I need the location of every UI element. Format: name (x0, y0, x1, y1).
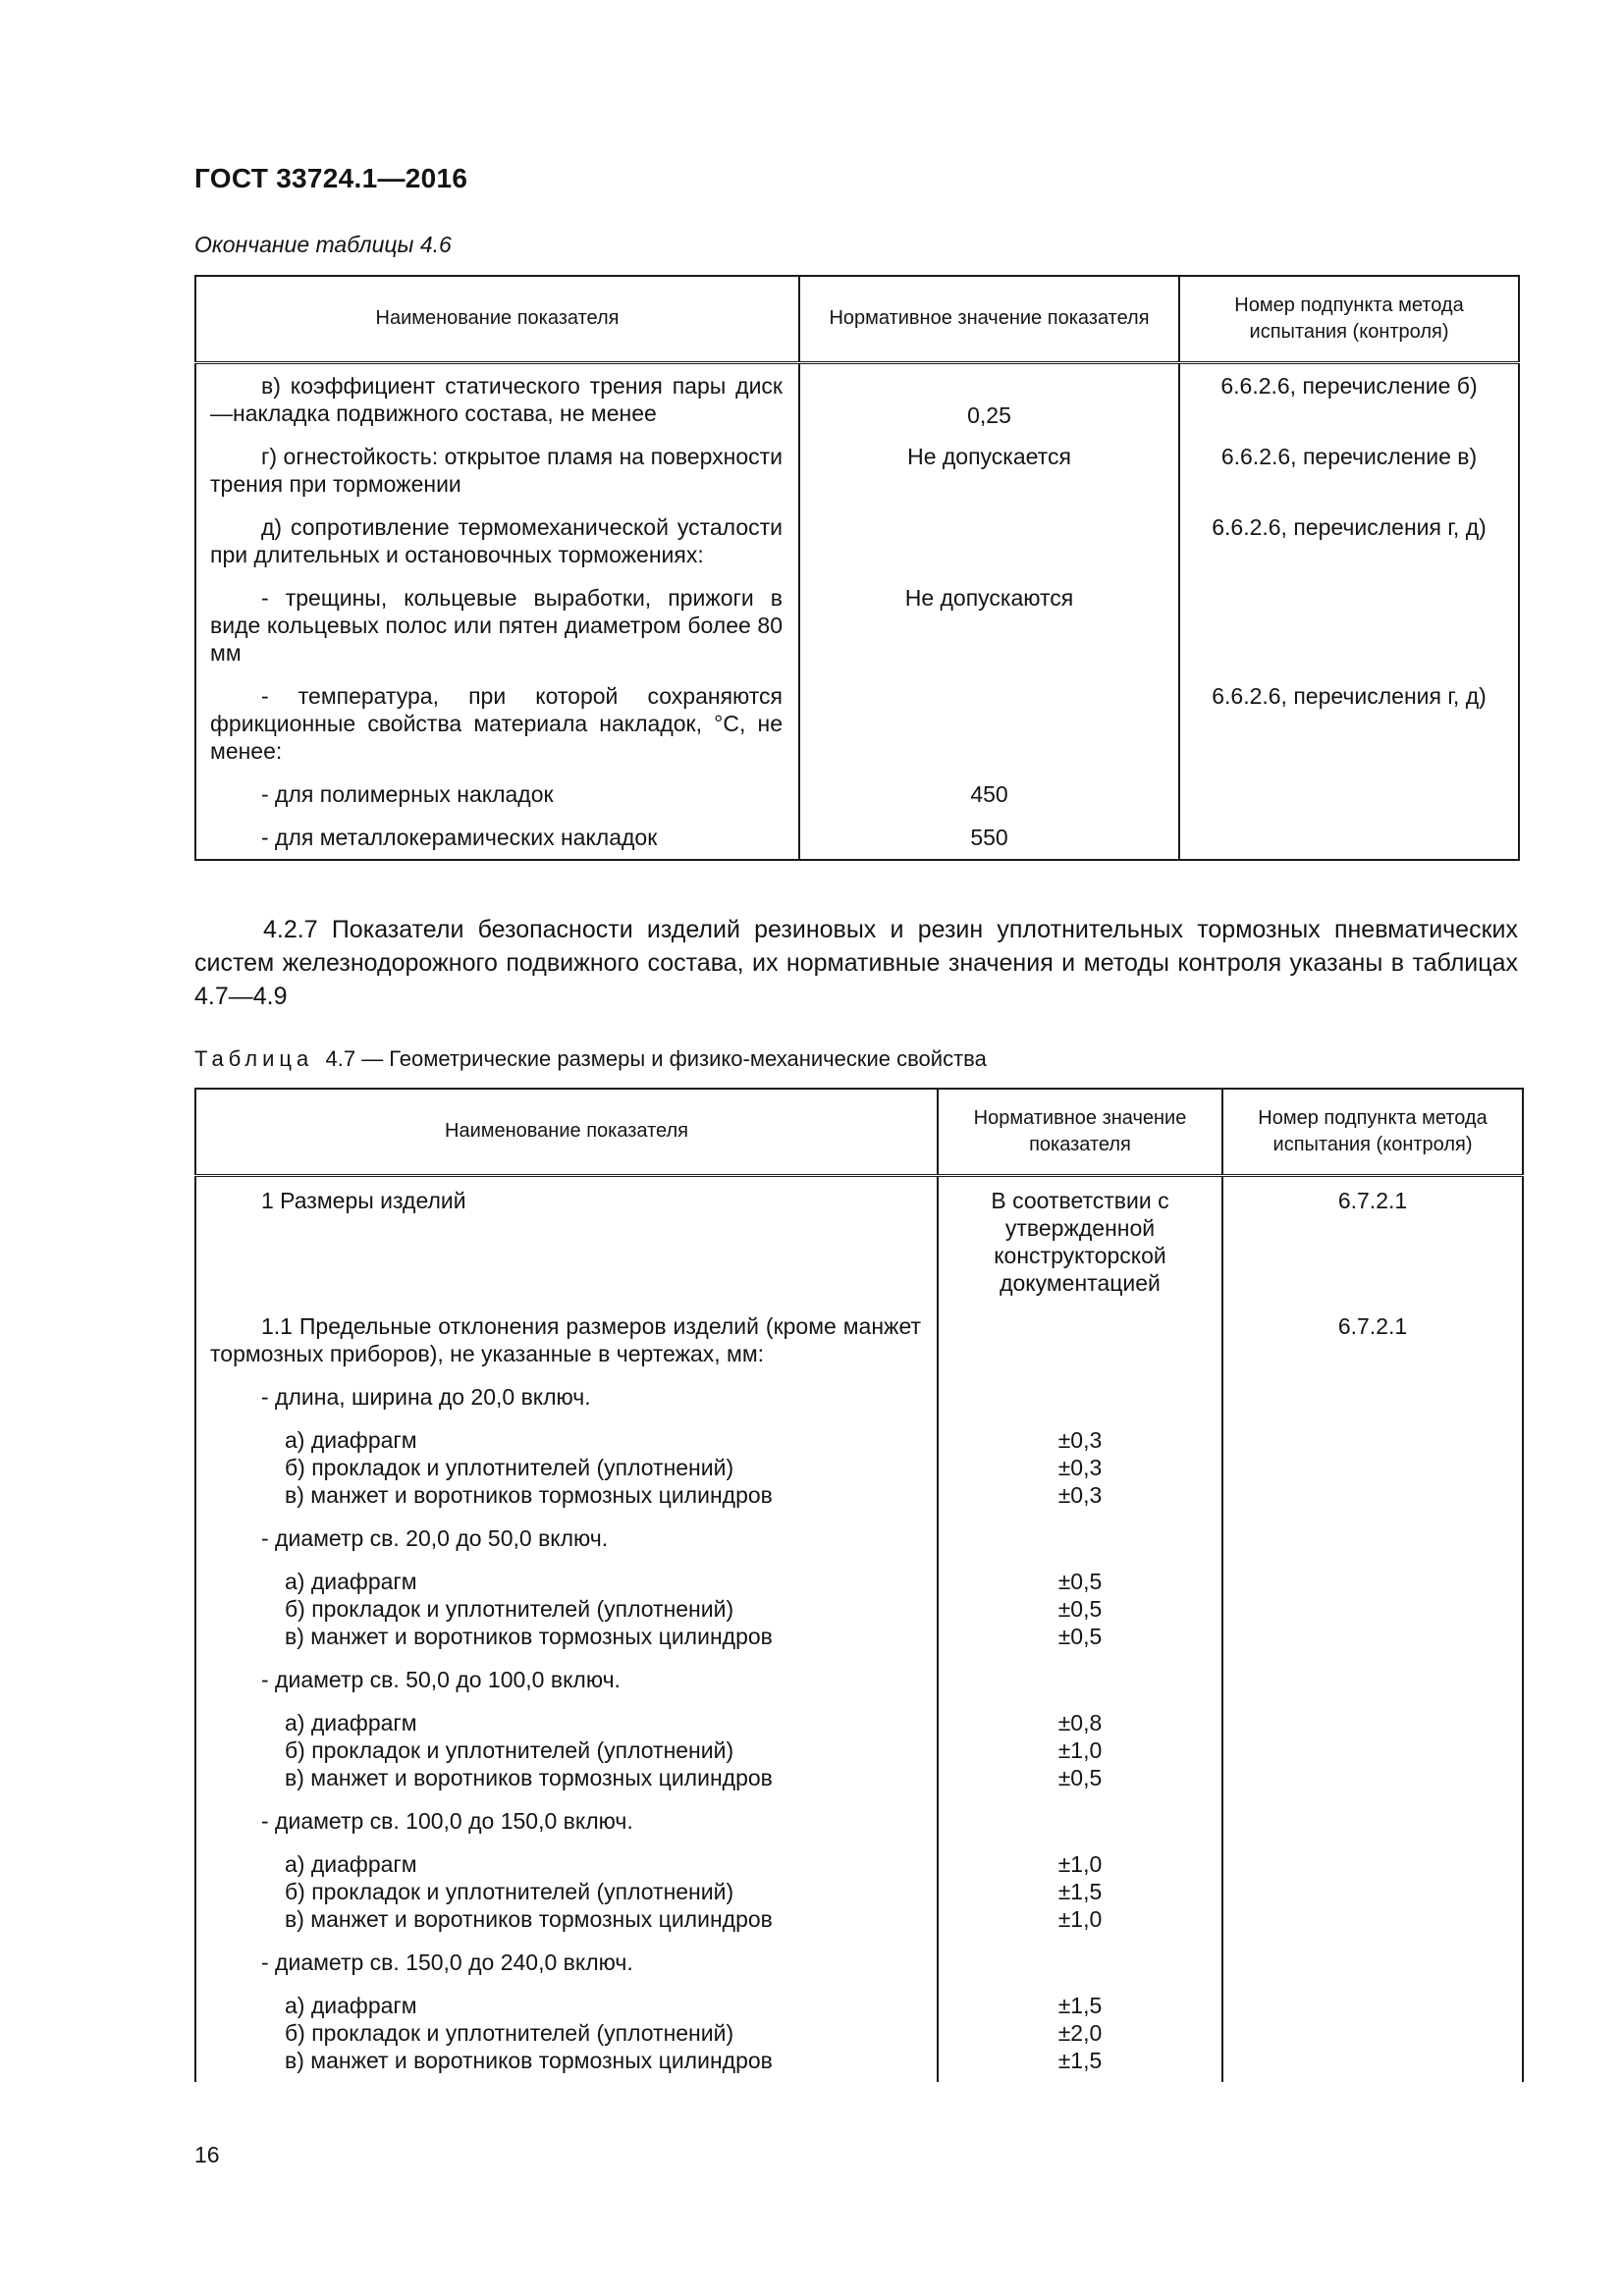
row-method: 6.7.2.1 (1222, 1175, 1523, 1305)
row-value: Не допускается (799, 435, 1179, 506)
row-method (1179, 773, 1519, 816)
table-row (195, 506, 1519, 576)
group-title: - диаметр св. 100,0 до 150,0 включ. (195, 1799, 938, 1842)
table-row (195, 1658, 1523, 1701)
table-4-6 (194, 275, 1520, 861)
row-name: - трещины, кольцевые выработки, прижоги в виде кольцевых полос или пятен диаметром более 80 мм (195, 576, 799, 674)
table-row (195, 1375, 1523, 1418)
row-method (1179, 816, 1519, 860)
row-value (938, 1305, 1222, 1375)
table-4-6-continuation-caption: Окончание таблицы 4.6 (194, 232, 452, 257)
group-item: а) диафрагм (285, 1568, 417, 1594)
paragraph-4-2-7 (194, 913, 1518, 1013)
table-row (195, 1984, 1523, 2082)
table-row (195, 1560, 1523, 1658)
group-value: ±0,3 (1057, 1454, 1103, 1480)
row-value: 450 (799, 773, 1179, 816)
group-item: а) диафрагм (285, 1850, 417, 1877)
table-row (195, 1842, 1523, 1941)
row-name: - для металлокерамических накладок (195, 816, 799, 860)
group-value: ±1,0 (1057, 1905, 1103, 1932)
group-item: а) диафрагм (285, 1992, 417, 2018)
table-row (195, 773, 1519, 816)
table-row (195, 1517, 1523, 1560)
row-method: 6.6.2.6, перечисление б) (1179, 362, 1519, 435)
group-value: ±0,3 (1057, 1426, 1103, 1453)
group-item: б) прокладок и уплотнителей (уплотнений) (285, 1454, 734, 1480)
group-value: ±0,3 (1057, 1481, 1103, 1508)
table-row (195, 1418, 1523, 1517)
group-value: ±1,5 (1057, 1992, 1103, 2018)
group-item: в) манжет и воротников тормозных цилиндров (285, 1481, 773, 1508)
table-4-7-header-method: Номер подпункта метода испытания (контроля) (1222, 1089, 1523, 1175)
row-method: 6.7.2.1 (1222, 1305, 1523, 1375)
row-name: в) коэффициент статического трения пары диск—накладка подвижного состава, не менее (195, 362, 799, 435)
page-number: 16 (194, 2142, 220, 2167)
table-row (195, 1305, 1523, 1375)
row-method: 6.6.2.6, перечисление в) (1179, 435, 1519, 506)
row-value (799, 674, 1179, 773)
table-4-6-header-method: Номер подпункта метода испытания (контроля) (1179, 276, 1519, 362)
table-row (195, 576, 1519, 674)
row-value: 550 (799, 816, 1179, 860)
row-method: 6.6.2.6, перечисления г, д) (1179, 506, 1519, 576)
group-value: ±1,0 (1057, 1850, 1103, 1877)
row-method (1179, 576, 1519, 674)
group-title: - диаметр св. 150,0 до 240,0 включ. (195, 1941, 938, 1984)
row-name: - для полимерных накладок (195, 773, 799, 816)
row-value: Не допускаются (799, 576, 1179, 674)
group-item: б) прокладок и уплотнителей (уплотнений) (285, 1878, 734, 1904)
row-name: д) сопротивление термомеханической усталости при длительных и остановочных торможениях: (195, 506, 799, 576)
group-item: в) манжет и воротников тормозных цилиндров (285, 2047, 773, 2073)
group-value: ±0,5 (1057, 1764, 1103, 1790)
group-item: в) манжет и воротников тормозных цилиндров (285, 1905, 773, 1932)
row-value (799, 506, 1179, 576)
table-row (195, 1701, 1523, 1799)
row-value: В соответствии с утвержденной конструкторской документацией (938, 1175, 1222, 1305)
table-4-6-header-name: Наименование показателя (195, 276, 799, 362)
row-value: 0,25 (799, 362, 1179, 435)
table-row (195, 362, 1519, 435)
group-item: в) манжет и воротников тормозных цилиндров (285, 1623, 773, 1649)
table-row (195, 1175, 1523, 1305)
row-name: 1 Размеры изделий (195, 1175, 938, 1305)
paragraph-text: Показатели безопасности изделий резиновых и резин уплотнительных тормозных пневматических систем железнодорожного подвижного состава, их нормативные значения и методы контроля указаны в таблицах 4.7—4.9 (194, 916, 1518, 1010)
group-item: б) прокладок и уплотнителей (уплотнений) (285, 2019, 734, 2046)
group-title: - диаметр св. 50,0 до 100,0 включ. (195, 1658, 938, 1701)
group-value: ±0,5 (1057, 1595, 1103, 1622)
table-4-6-header-value: Нормативное значение показателя (799, 276, 1179, 362)
document-standard-header: ГОСТ 33724.1—2016 (194, 163, 468, 193)
group-value: ±0,8 (1057, 1709, 1103, 1735)
paragraph-number: 4.2.7 (263, 916, 318, 943)
table-title: 4.7 — Геометрические размеры и физико-механические свойства (325, 1046, 987, 1071)
table-4-7-caption (194, 1046, 987, 1072)
group-item: б) прокладок и уплотнителей (уплотнений) (285, 1736, 734, 1763)
group-value: ±1,5 (1057, 1878, 1103, 1904)
table-row (195, 1941, 1523, 1984)
group-title: - диаметр св. 20,0 до 50,0 включ. (195, 1517, 938, 1560)
group-value: ±2,0 (1057, 2019, 1103, 2046)
table-row (195, 435, 1519, 506)
group-item: б) прокладок и уплотнителей (уплотнений) (285, 1595, 734, 1622)
group-value: ±0,5 (1057, 1568, 1103, 1594)
table-4-7 (194, 1088, 1524, 2082)
group-item: а) диафрагм (285, 1709, 417, 1735)
group-value: ±1,5 (1057, 2047, 1103, 2073)
group-item: а) диафрагм (285, 1426, 417, 1453)
table-4-7-header-name: Наименование показателя (195, 1089, 938, 1175)
row-method: 6.6.2.6, перечисления г, д) (1179, 674, 1519, 773)
table-row (195, 816, 1519, 860)
row-name: - температура, при которой сохраняются фрикционные свойства материала накладок, °С, не менее: (195, 674, 799, 773)
group-value: ±1,0 (1057, 1736, 1103, 1763)
group-title: - длина, ширина до 20,0 включ. (195, 1375, 938, 1418)
row-name: 1.1 Предельные отклонения размеров изделий (кроме манжет тормозных приборов), не указанные в чертежах, мм: (195, 1305, 938, 1375)
row-name: г) огнестойкость: открытое пламя на поверхности трения при торможении (195, 435, 799, 506)
group-item: в) манжет и воротников тормозных цилиндров (285, 1764, 773, 1790)
table-row (195, 1799, 1523, 1842)
group-value: ±0,5 (1057, 1623, 1103, 1649)
table-row (195, 674, 1519, 773)
table-4-7-header-value: Нормативное значение показателя (938, 1089, 1222, 1175)
table-label: Таблица (194, 1046, 314, 1071)
